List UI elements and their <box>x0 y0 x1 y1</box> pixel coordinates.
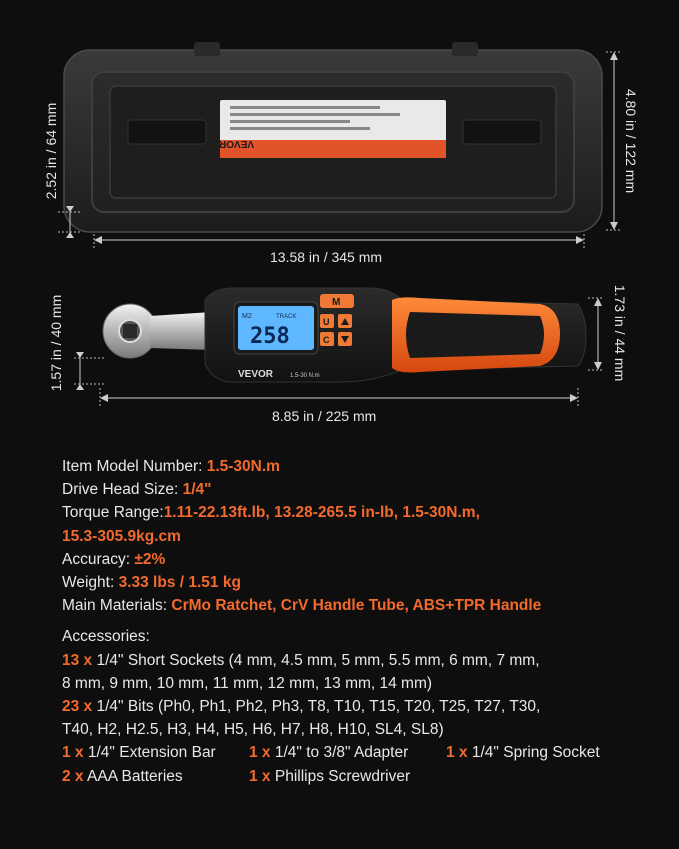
case-depth-label: 2.52 in / 64 mm <box>43 102 59 200</box>
acc-adapter: 1 x 1/4" to 3/8" Adapter <box>249 744 409 762</box>
acc-row-misc2 <box>62 765 662 788</box>
wrench-brand: VEVOR <box>238 369 274 380</box>
acc-bits: 23 x 1/4" Bits (Ph0, Ph1, Ph2, Ph3, T8, T10, T15, T20, T25, T27, T30, <box>62 698 541 716</box>
lcd-mode: M2 <box>242 313 252 320</box>
acc-spring: 1 x 1/4" Spring Socket <box>446 744 600 762</box>
acc-bits-cont: T40, H2, H2.5, H3, H4, H5, H6, H7, H8, H10, SL4, SL8) <box>62 721 444 739</box>
svg-text:M: M <box>332 297 341 308</box>
spec-drive: Drive Head Size: 1/4" <box>62 481 212 499</box>
accessories-title: Accessories: <box>62 628 150 646</box>
acc-row-misc <box>62 741 662 764</box>
wrench-length-label: 8.85 in / 225 mm <box>272 408 377 424</box>
spec-list <box>62 455 662 788</box>
case-length-label: 13.58 in / 345 mm <box>270 249 383 265</box>
acc-sockets-cont: 8 mm, 9 mm, 10 mm, 11 mm, 12 mm, 13 mm, 14 mm) <box>62 674 433 692</box>
spec-model: Item Model Number: 1.5-30N.m <box>62 458 280 475</box>
svg-text:C: C <box>323 335 330 345</box>
svg-text:U: U <box>323 317 330 327</box>
spec-torque: Torque Range:1.11-22.13ft.lb, 13.28-265.5 in-lb, 1.5-30N.m, <box>62 504 480 522</box>
acc-screwdriver: 1 x Phillips Screwdriver <box>249 767 411 785</box>
acc-sockets: 13 x 1/4" Short Sockets (4 mm, 4.5 mm, 5 mm, 5.5 mm, 6 mm, 7 mm, <box>62 651 540 669</box>
case-label-brand: VEVOR <box>218 138 254 149</box>
spec-weight: Weight: 3.33 lbs / 1.51 kg <box>62 574 241 592</box>
spec-materials: Main Materials: CrMo Ratchet, CrV Handle Tube, ABS+TPR Handle <box>62 597 542 615</box>
torque-wrench <box>103 288 586 382</box>
spec-torque-cont: 15.3-305.9kg.cm <box>62 527 181 545</box>
spec-accuracy: Accuracy: ±2% <box>62 550 166 568</box>
acc-batteries: 2 x AAA Batteries <box>62 767 183 785</box>
wrench-range: 1.5-30 N.m <box>290 373 320 379</box>
lcd-value: 258 <box>250 324 290 349</box>
acc-extension: 1 x 1/4" Extension Bar <box>62 744 216 762</box>
lcd-track: TRACK <box>276 314 297 320</box>
wrench-grip-label: 1.73 in / 44 mm <box>612 284 628 382</box>
case-height-label: 4.80 in / 122 mm <box>623 88 639 194</box>
wrench-head-label: 1.57 in / 40 mm <box>48 294 64 392</box>
